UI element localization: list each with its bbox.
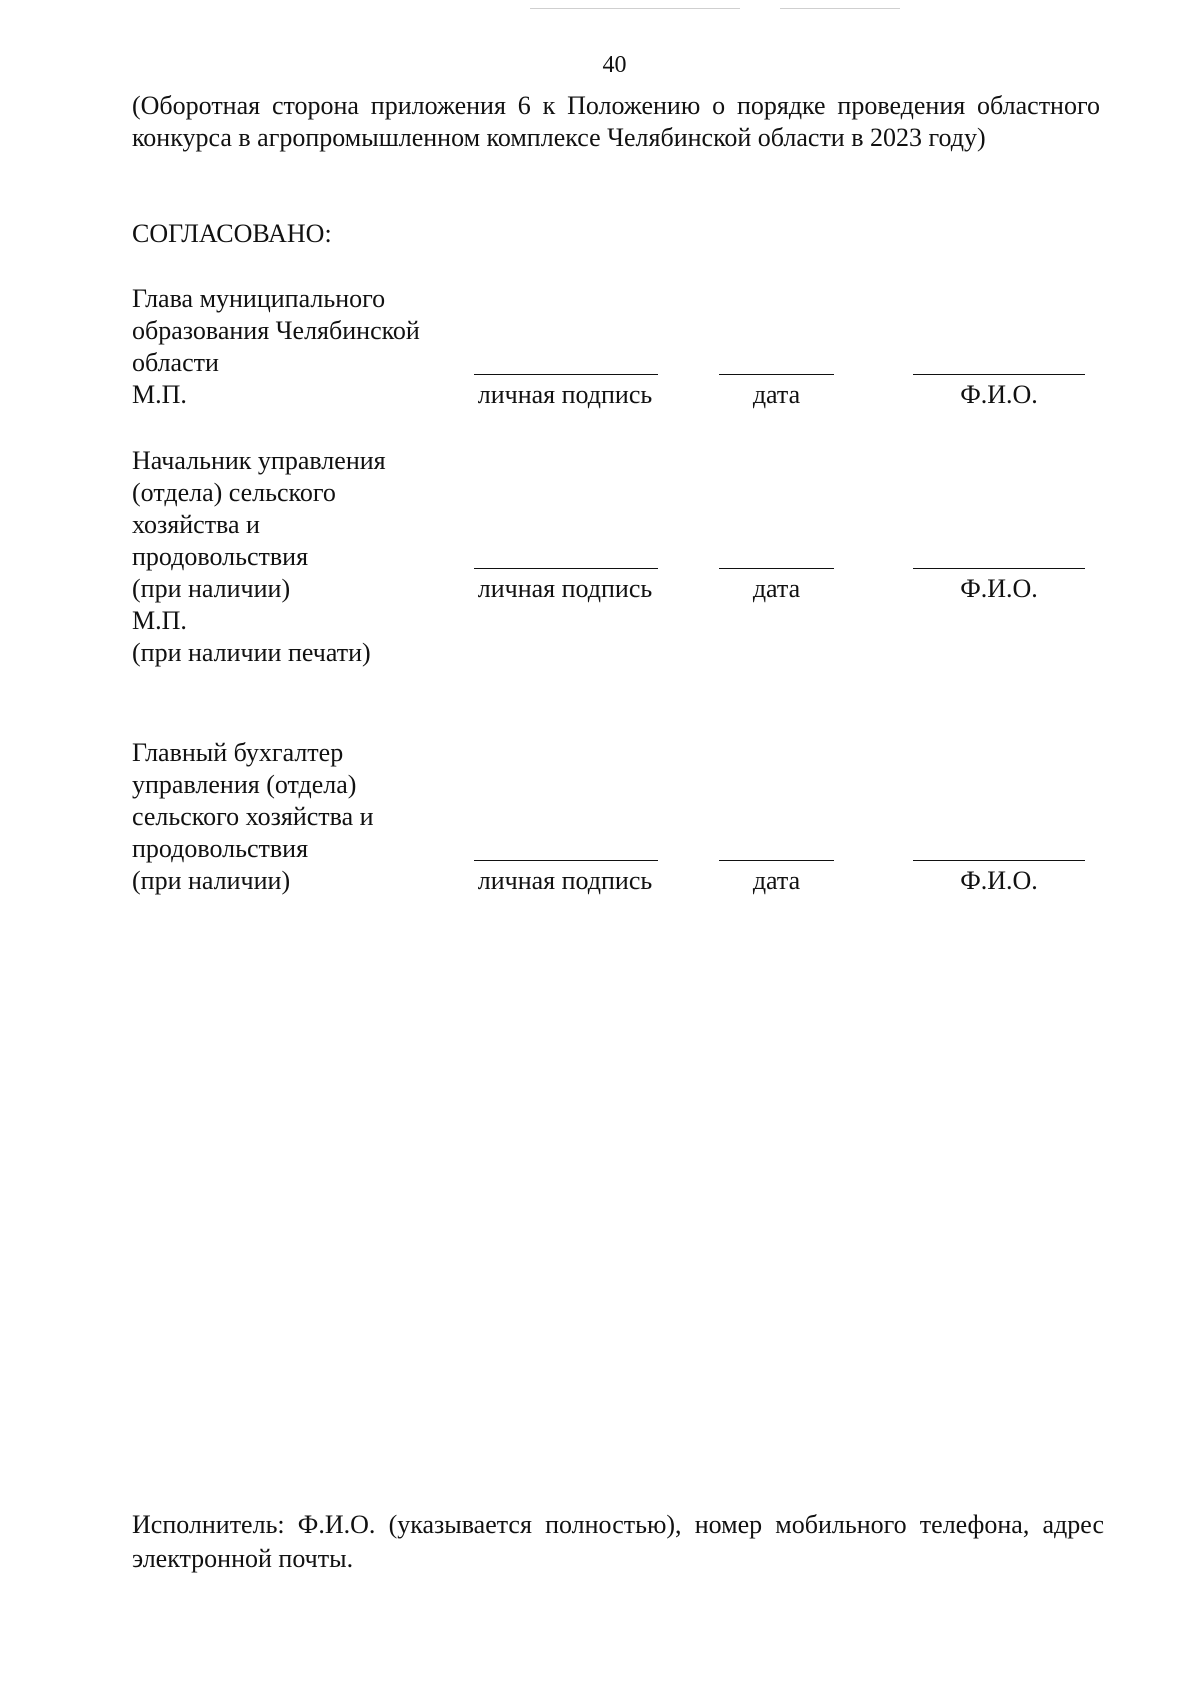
scan-artifact xyxy=(780,8,900,9)
date-line xyxy=(719,568,834,569)
name-line xyxy=(913,374,1085,375)
date-line xyxy=(719,860,834,861)
signature-caption: личная подпись xyxy=(477,380,653,409)
role-title xyxy=(132,445,462,669)
role-line: (при наличии печати) xyxy=(132,638,371,667)
role-line: управления (отдела) xyxy=(132,770,357,799)
signature-line xyxy=(474,860,658,861)
role-line: образования Челябинской xyxy=(132,316,420,345)
signature-line xyxy=(474,568,658,569)
name-caption: Ф.И.О. xyxy=(960,866,1038,895)
scan-artifact xyxy=(530,8,740,9)
date-caption: дата xyxy=(752,380,801,409)
appendix-reference: (Оборотная сторона приложения 6 к Положению о порядке проведения областного конкурса в агропромышленном комплексе Челябинской области в 2023 году) xyxy=(132,91,1100,152)
role-line: (при наличии) xyxy=(132,866,291,895)
signature-caption: личная подпись xyxy=(477,574,653,603)
role-line: (отдела) сельского xyxy=(132,478,336,507)
name-line xyxy=(913,568,1085,569)
signature-caption: личная подпись xyxy=(477,866,653,895)
executor-note: Исполнитель: Ф.И.О. (указывается полностью), номер мобильного телефона, адрес электронной почты. xyxy=(132,1510,1104,1573)
role-line: М.П. xyxy=(132,380,187,409)
role-line: Начальник управления xyxy=(132,446,386,475)
role-title xyxy=(132,283,462,411)
page-number: 40 xyxy=(602,52,627,78)
date-caption: дата xyxy=(752,574,801,603)
approved-heading: СОГЛАСОВАНО: xyxy=(132,219,332,248)
name-caption: Ф.И.О. xyxy=(960,380,1038,409)
date-caption: дата xyxy=(752,866,801,895)
role-line: М.П. xyxy=(132,606,187,635)
role-line: Главный бухгалтер xyxy=(132,738,344,767)
signature-line xyxy=(474,374,658,375)
role-line: хозяйства и xyxy=(132,510,260,539)
role-line: области xyxy=(132,348,219,377)
role-line: продовольствия xyxy=(132,834,309,863)
role-line: продовольствия xyxy=(132,542,309,571)
name-caption: Ф.И.О. xyxy=(960,574,1038,603)
date-line xyxy=(719,374,834,375)
role-line: Глава муниципального xyxy=(132,284,386,313)
role-line: сельского хозяйства и xyxy=(132,802,374,831)
role-line: (при наличии) xyxy=(132,574,291,603)
name-line xyxy=(913,860,1085,861)
role-title xyxy=(132,737,462,897)
